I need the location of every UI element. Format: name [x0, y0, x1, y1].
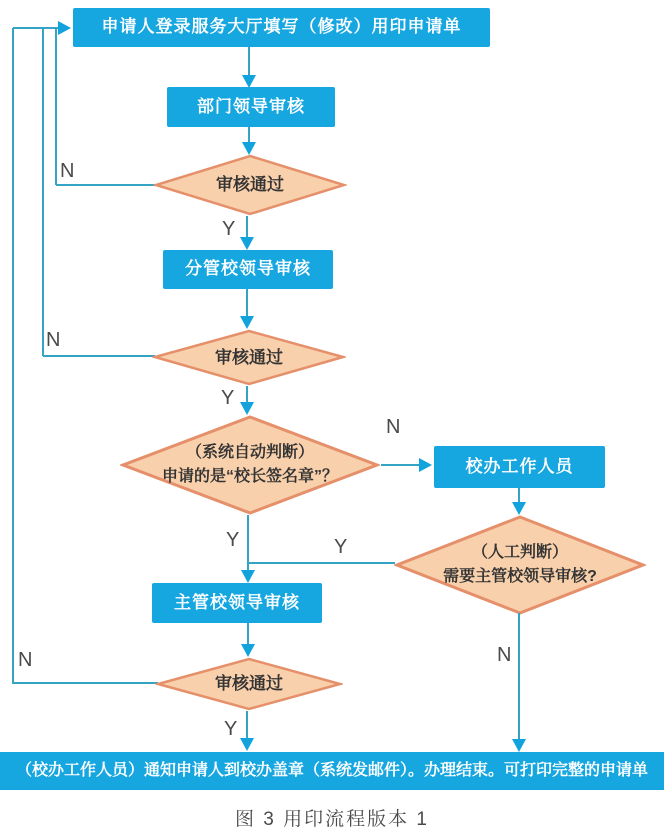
auto-decision-line2: 申请的是“校长签名章”？	[161, 468, 338, 485]
arrowhead	[512, 739, 526, 752]
connector-line	[13, 27, 58, 29]
connector-line	[246, 289, 248, 317]
manual-decision-line1: （人工判断）	[471, 544, 568, 561]
end-node	[0, 752, 664, 790]
decision2-node	[152, 329, 346, 386]
connector-line	[55, 28, 57, 185]
connector-line	[56, 184, 156, 186]
arrowhead	[240, 738, 254, 751]
arrowhead	[240, 402, 254, 415]
office-staff-node	[434, 446, 605, 488]
edge-label-no-3: N	[386, 416, 401, 438]
connector-line	[43, 355, 155, 357]
arrowhead	[240, 237, 254, 250]
connector-line	[248, 47, 250, 76]
figure-caption: 图 3 用印流程版本 1	[235, 809, 429, 830]
decision1-label: 审核通过	[216, 175, 284, 195]
connector-line	[246, 216, 248, 238]
arrowhead-into-start	[58, 21, 71, 35]
edge-label-no-4: N	[497, 644, 512, 666]
connector-line	[246, 711, 248, 739]
connector-line	[13, 682, 158, 684]
edge-label-yes-5: Y	[224, 718, 238, 740]
arrowhead	[240, 316, 254, 329]
connector-line	[518, 488, 520, 503]
manual-decision-node	[394, 515, 646, 615]
auto-decision-node	[120, 415, 380, 515]
connector-line	[381, 464, 420, 466]
edge-label-yes-2: Y	[221, 387, 235, 409]
manual-decision-line2: 需要主管校领导审核?	[443, 568, 597, 585]
edge-label-no-5: N	[18, 649, 33, 671]
connector-line	[249, 562, 395, 564]
edge-label-yes-1: Y	[222, 218, 236, 240]
dept-review-node	[167, 87, 335, 127]
arrowhead	[241, 644, 255, 657]
decision1-node	[153, 154, 347, 216]
dept-review-label: 部门领导审核	[197, 96, 305, 116]
edge-label-no-2: N	[46, 329, 61, 351]
edge-label-yes-3: Y	[226, 529, 240, 551]
arrowhead	[512, 502, 526, 515]
vice-review-label: 分管校领导审核	[185, 259, 311, 279]
chief-review-label: 主管校领导审核	[174, 592, 300, 612]
decision2-label: 审核通过	[215, 347, 283, 367]
connector-line	[247, 515, 249, 571]
decision3-node	[155, 657, 343, 711]
office-staff-label: 校办工作人员	[465, 456, 574, 476]
connector-line	[518, 613, 520, 740]
edge-label-yes-4: Y	[334, 536, 348, 558]
edge-label-no-1: N	[60, 160, 75, 182]
decision3-label: 审核通过	[215, 674, 283, 694]
auto-decision-line1: （系统自动判断）	[185, 444, 314, 461]
end-node-label: （校办工作人员）通知申请人到校办盖章（系统发邮件）。办理结束。可打印完整的申请单	[15, 762, 648, 780]
connector-line	[248, 127, 250, 143]
connector-line	[246, 386, 248, 403]
vice-review-node	[163, 250, 333, 289]
arrowhead	[419, 458, 432, 472]
arrowhead	[241, 570, 255, 583]
start-node-label: 申请人登录服务大厅填写（修改）用印申请单	[101, 17, 462, 37]
start-node	[73, 8, 490, 47]
connector-line	[12, 28, 14, 684]
connector-line	[42, 28, 44, 356]
chief-review-node	[152, 583, 322, 623]
connector-line	[247, 623, 249, 645]
